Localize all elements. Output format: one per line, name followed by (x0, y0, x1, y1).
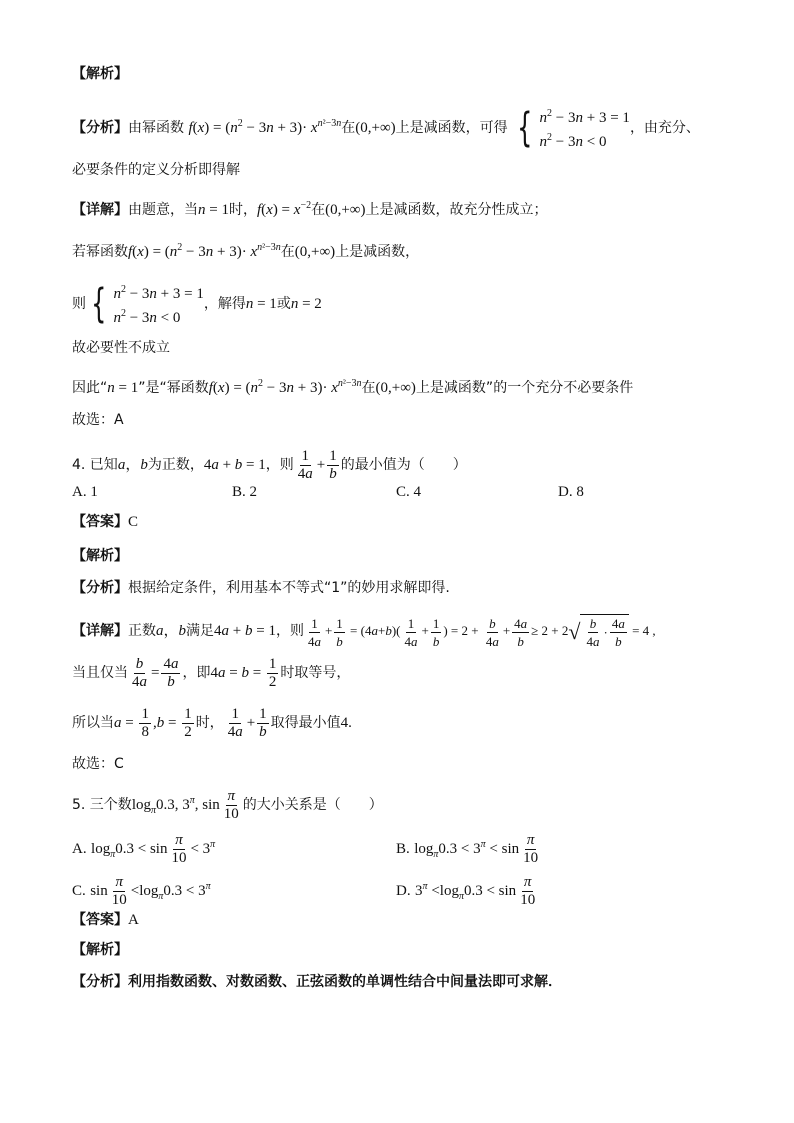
q4-text: 为正数， (147, 456, 204, 473)
q3-text: 上是减函数，故充分性成立； (365, 202, 548, 218)
q4-text: ，则 (265, 456, 294, 473)
q5-option-letter: C. (72, 882, 86, 899)
q5-stem: 5. 三个数$\log_\pi 0.3$, $3^\pi$, sin $\frac{\pi}{10}$ 的大小关系是（ ） (72, 788, 383, 822)
q3-text: 则 (72, 296, 86, 312)
q5-option-letter: B. (396, 840, 410, 857)
equation-system: { $n^2 - 3n + 3 = 1$ $n^2 - 3n < 0$ (517, 105, 630, 151)
q3-text: 在 (280, 244, 295, 260)
q3-xiangjie-3: 则 { $n^2 - 3n + 3 = 1$ $n^2 - 3n < 0$ ，解得n = 1或n = 2 (72, 281, 322, 327)
q4-answer-value: C (128, 514, 139, 530)
q3-text: 在 (311, 202, 326, 218)
label-daan: 【答案】 (72, 912, 128, 928)
q3-xiangjie-2: 若幂函数$f(x) = (n^2 - 3n + 3)\cdot x^{n^2-3n}$在(0,+∞)上是减函数， (72, 242, 420, 260)
label-xiangjie: 【详解】 (72, 202, 128, 218)
q4-text: 4. 已知 (72, 456, 118, 473)
section-label-jiexi: 【解析】 (72, 66, 128, 82)
label-fenxi: 【分析】 (72, 120, 128, 136)
label-daan: 【答案】 (72, 514, 128, 530)
q4-text: 当且仅当 (72, 664, 128, 681)
q5-option-a: A. $\log_\pi 0.3 < \sin$ $\frac{\pi}{10}$ < $3^\pi$ (72, 832, 216, 866)
q4-text: 正数 (128, 622, 156, 639)
q3-text: 因此“ (72, 380, 108, 396)
q4-text: 4. (340, 714, 352, 731)
q4-option-d: D. 8 (558, 484, 584, 500)
q5-option-letter: A. (72, 840, 87, 857)
label-jiexi-q4: 【解析】 (72, 548, 128, 564)
q4-text: 时， (195, 714, 224, 731)
q5-option-b: B. $\log_\pi 0.3 < 3^\pi < \sin$ $\frac{\pi}{10}$ (396, 832, 539, 866)
q3-xiangjie-5: 因此“n = 1”是“幂函数$f(x) = (n^2 - 3n + 3)\cdot x^{n^2-3n}$在(0,+∞)上是减函数”的一个充分不必要条件 (72, 378, 634, 396)
q5-answer-line (72, 910, 139, 930)
label-jiexi-q5: 【解析】 (72, 942, 128, 958)
q4-option-c: C. 4 (396, 484, 422, 500)
label-xiangjie: 【详解】 (72, 622, 128, 639)
q3-fenxi-text: ，由充分、 (629, 120, 700, 136)
q3-fenxi-text: 由幂函数 (128, 120, 184, 136)
q4-answer: 故选：C (72, 756, 124, 772)
q3-fenxi-line: 【分析】由幂函数 $f(x) = (n^2 - 3n + 3)\cdot x^{n^2-3n}$在(0,+∞)上是减函数，可得 { $n^2 - 3n + 3 = 1$ $n^2 - 3n < 0$ ，由充分、 (72, 105, 700, 151)
q4-option-b: B. 2 (232, 484, 258, 500)
q3-text: 上是减函数”的一个充分不必要条件 (415, 380, 634, 396)
equation-system: { $n^2 - 3n + 3 = 1$ $n^2 - 3n < 0$ (91, 281, 204, 327)
q3-text: 上是减函数， (335, 244, 420, 260)
q4-text: 时取等号， (280, 664, 351, 681)
q5-fenxi-text: 利用指数函数、对数函数、正弦函数的单调性结合中间量法即可求解． (128, 974, 562, 990)
q4-text: ，则 (275, 622, 304, 639)
q3-xiangjie-4: 故必要性不成立 (72, 340, 170, 356)
label-fenxi: 【分析】 (72, 580, 128, 596)
q3-text: 时， (228, 202, 257, 218)
q4-text: ，即 (182, 664, 211, 681)
q4-text: 取得最小值 (270, 714, 341, 731)
q3-text: 若幂函数 (72, 244, 128, 260)
q4-xiangjie-2: 当且仅当 $\frac{b}{4a}$ = $\frac{4a}{b}$ ，即4a = b = $\frac{1}{2}$ 时取等号， (72, 656, 351, 690)
q4-answer-line (72, 512, 138, 532)
q3-fenxi-text: 上是减函数，可得 (395, 120, 508, 136)
q3-text: ，解得 (203, 296, 246, 312)
q4-text: 满足 (186, 622, 215, 639)
label-fenxi: 【分析】 (72, 974, 128, 990)
q4-text: 所以当 (72, 714, 114, 731)
q5-option-c: C. sin $\frac{\pi}{10}$ $<\log_\pi 0.3 < 3^\pi$ (72, 874, 211, 908)
q5-option-d: D. $3^\pi <\log_\pi 0.3 < \sin$ $\frac{\pi}{10}$ (396, 874, 536, 908)
q5-fenxi (72, 972, 562, 992)
q4-text: 的最小值为（ ） (340, 456, 467, 473)
q5-text: 的大小关系是（ ） (242, 796, 383, 813)
q4-fenxi-text: 根据给定条件，利用基本不等式“1”的妙用求解即得. (128, 580, 450, 596)
q3-fenxi-cont: 必要条件的定义分析即得解 (72, 162, 240, 178)
q4-xiangjie-3: 所以当a = $\frac{1}{8}$ ,b = $\frac{1}{2}$ 时， $\frac{1}{4a}$ + $\frac{1}{b}$ 取得最小值4. (72, 706, 352, 740)
q3-text: ”是“幂函数 (138, 380, 209, 396)
q5-answer-value: A (128, 912, 139, 928)
q4-xiangjie-1: 【详解】正数a，b满足4a + b = 1，则 $\frac{1}{4a}$ + $\frac{1}{b}$ = (4a+b)( $\frac{1}{4a}$ + $\frac{1}{b}$ ) = 2 + $\frac{b}{4a}$ + $\frac{4a}{b}$ ≥ 2 + 2 √ $\frac{b}{4a}$ · $\frac{4a}{b}$ = 4 , (72, 615, 656, 649)
q4-fenxi (72, 578, 450, 598)
q5-text: 5. 三个数 (72, 796, 132, 813)
q3-fenxi-text: 在 (341, 120, 356, 136)
q4-option-a: A. 1 (72, 484, 98, 500)
q3-text: 或 (276, 296, 291, 312)
q3-text: 由题意，当 (128, 202, 198, 218)
q3-text: 在 (361, 380, 376, 396)
q4-stem: 4. 已知a，b为正数，4a + b = 1，则 $\frac{1}{4a}$ + $\frac{1}{b}$ 的最小值为（ ） (72, 448, 467, 482)
q3-answer: 故选：A (72, 412, 124, 428)
q5-option-letter: D. (396, 882, 411, 899)
q3-xiangjie-1: 【详解】由题意，当n = 1时，$f(x) = x^{-2}$在(0,+∞)上是减函数，故充分性成立； (72, 200, 548, 218)
